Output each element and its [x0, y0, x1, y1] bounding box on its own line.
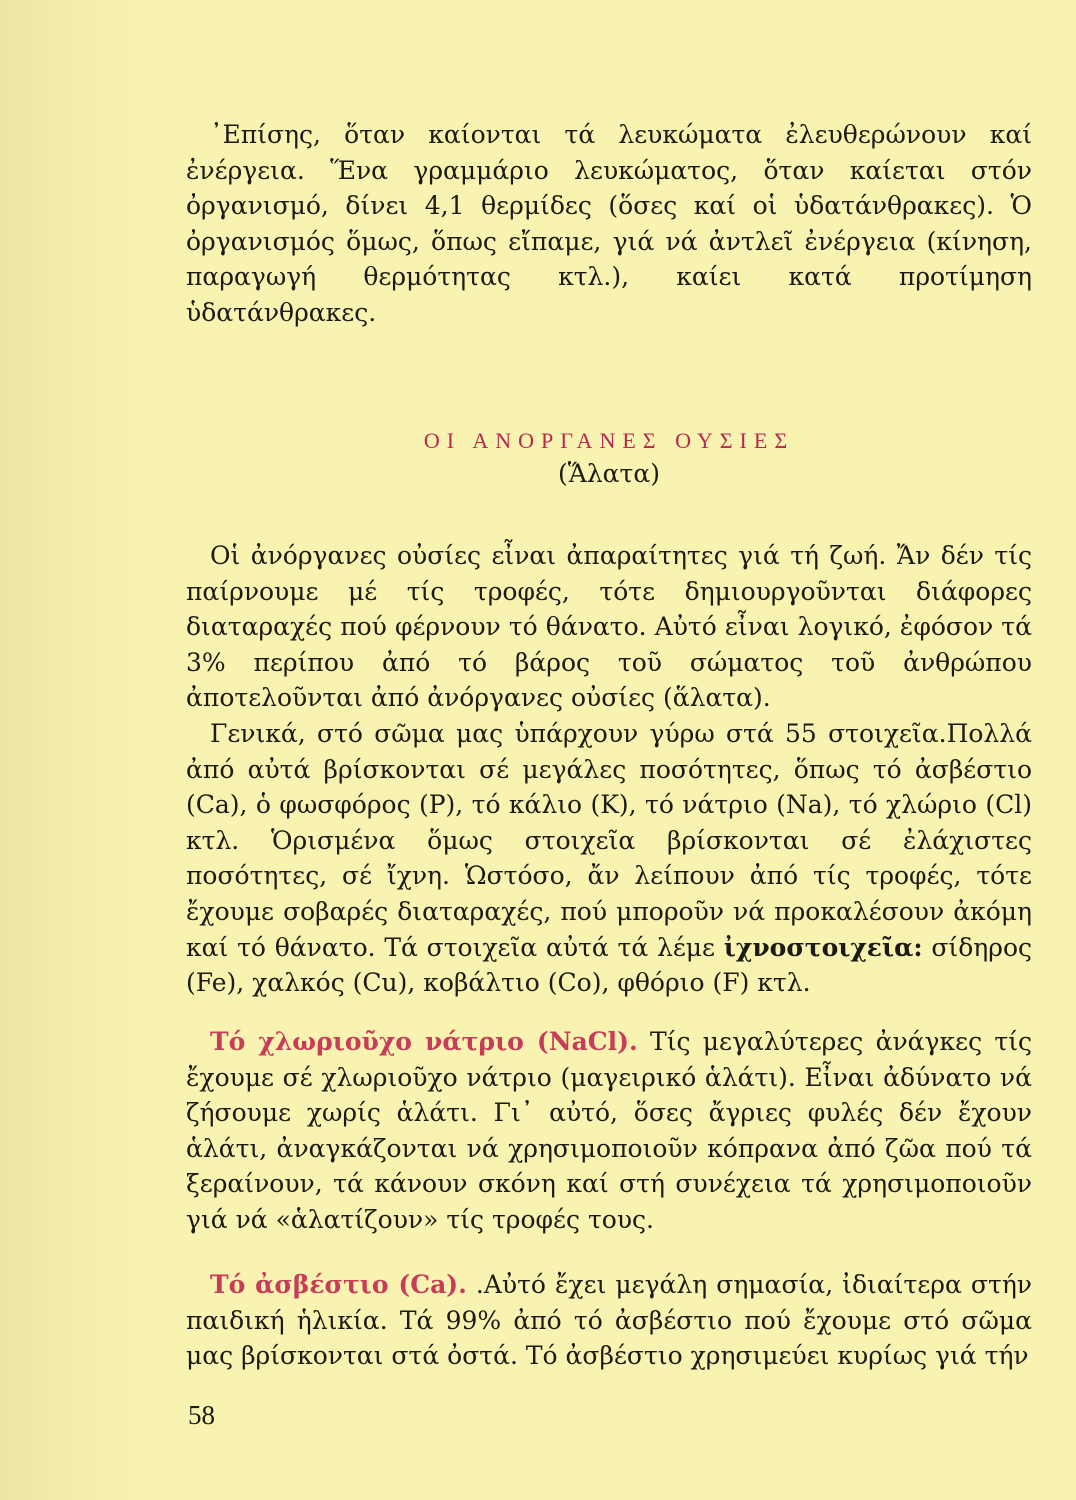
sodium-paragraph — [186, 1024, 1032, 1238]
intro-paragraph: ᾿Επίσης, ὅταν καίονται τά λευκώματα ἐλευθερώνουν καί ἐνέργεια. Ἕνα γραμμάριο λευκώματος, ὅταν καίεται στόν ὀργανισμό, δίνει 4,1 θερμίδες (ὅσες καί οἱ ὑδατάνθρακες). Ὁ ὀργανισμός ὅμως, ὅπως εἴπαμε, γιά νά ἀντλεῖ ἐνέργεια (κίνηση, παραγωγή θερμότητας κτλ.), καίει κατά προτίμηση ὑδατάνθρακες. — [186, 120, 1032, 327]
intro-paragraph-block — [186, 117, 1032, 331]
elements-paragraph — [186, 716, 1032, 1001]
page-number: 58 — [188, 1400, 215, 1430]
section-subheading: (Ἅλατα) — [557, 459, 661, 488]
trace-elements-term: ἰχνοστοιχεῖα: — [723, 932, 923, 962]
elements-text-end: σίδηρος (Fe), χαλκός (Cu), κοβάλτιο (Co), φθόριο (F) κτλ. — [186, 932, 1033, 998]
sodium-chloride-section — [186, 1024, 1032, 1238]
sodium-text: Τίς μεγαλύτερες ἀνάγκες τίς ἔχουμε σέ χλωριοῦχο νάτριο (μαγειρικό ἁλάτι). Εἶναι ἀδύνατο νά ζήσουμε χωρίς ἁλάτι. Γι᾿ αὐτό, ὅσες ἄγριες φυλές δέν ἔχουν ἁλάτι, ἀναγκάζονται νά χρησιμοποιοῦν κόπρανα ἀπό ζῶα πού τά ξεραίνουν, τά κάνουν σκόνη καί στή συνέχεια τά χρησιμοποιοῦν γιά νά «ἁλατίζουν» τίς τροφές τους. — [186, 1027, 1033, 1234]
inorganic-paragraphs — [186, 538, 1032, 1001]
section-heading: ΟΙ ΑΝΟΡΓΑΝΕΣ ΟΥΣΙΕΣ — [423, 428, 795, 453]
elements-text-start: Γενικά, στό σῶμα μας ὑπάρχουν γύρω στά 55 στοιχεῖα.Πολλά ἀπό αὐτά βρίσκονται σέ μεγάλες ποσότητες, ὅπως τό ἀσβέστιο (Ca), ὁ φωσφόρος (P), τό κάλιο (K), τό νάτριο (Na), τό χλώριο (Cl) κτλ. Ὁρισμένα ὅμως στοιχεῖα βρίσκονται σέ ἐλάχιστες ποσότητες, σέ ἴχνη. Ὡστόσο, ἄν λείπουν ἀπό τίς τροφές, τότε ἔχουμε σοβαρές διαταραχές, πού μποροῦν νά προκαλέσουν ἀκόμη καί τό θάνατο. Τά στοιχεῖα αὐτά τά λέμε — [186, 718, 1032, 962]
page-gutter-shadow — [0, 0, 160, 1500]
inorganic-paragraph: Οἱ ἀνόργανες οὐσίες εἶναι ἀπαραίτητες γιά τή ζωή. Ἄν δέν τίς παίρνουμε μέ τίς τροφές, τότε δημιουργοῦνται διάφορες διαταραχές πού φέρνουν τό θάνατο. Αὐτό εἶναι λογικό, ἐφόσον τά 3% περίπου ἀπό τό βάρος τοῦ σώματος τοῦ ἀνθρώπου ἀποτελοῦνται ἀπό ἀνόργανες οὐσίες (ἅλατα). — [186, 541, 1032, 713]
sodium-chloride-title: Τό χλωριοῦχο νάτριο (NaCl). — [210, 1027, 638, 1056]
calcium-title: Τό ἀσβέστιο (Ca). — [210, 1270, 467, 1299]
calcium-text: .Αὐτό ἔχει μεγάλη σημασία, ἰδιαίτερα στήν παιδική ἡλικία. Τά 99% ἀπό τό ἀσβέστιο πού ἔχουμε στό σῶμα μας βρίσκονται στά ὀστά. Τό ἀσβέστιο χρησιμεύει κυρίως γιά τήν — [186, 1270, 1033, 1371]
calcium-section — [186, 1267, 1032, 1374]
calcium-paragraph — [186, 1267, 1032, 1374]
